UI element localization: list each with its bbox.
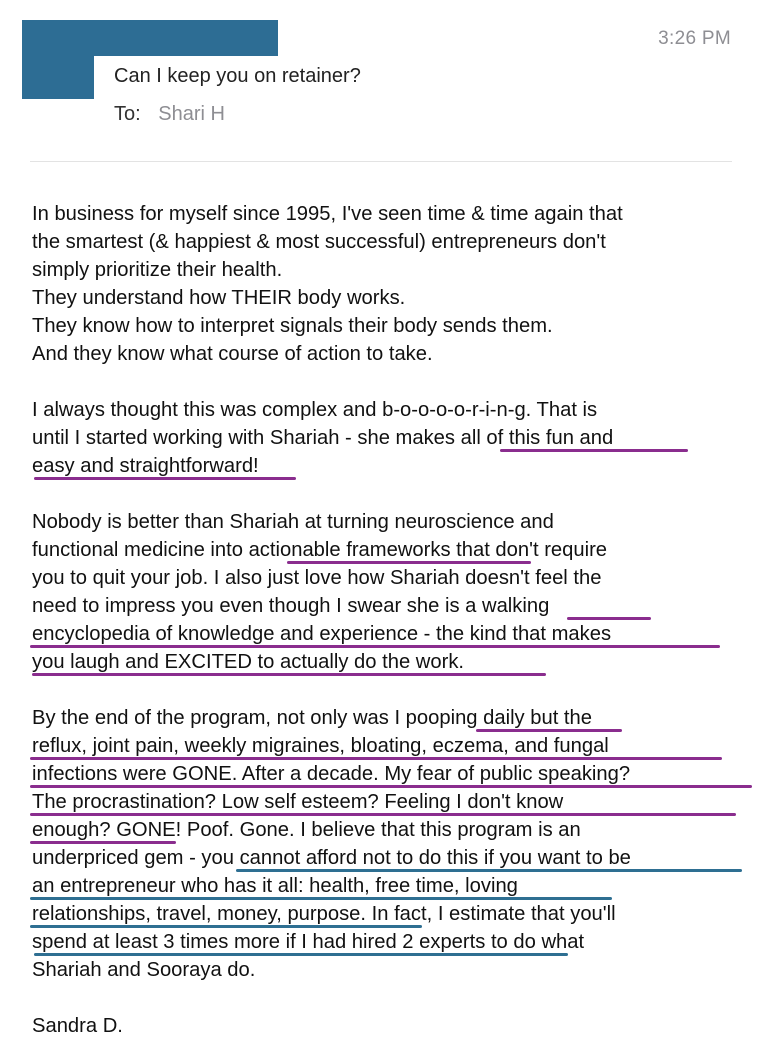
- recipient-line: [114, 103, 225, 126]
- message-time: 3:26 PM: [658, 28, 731, 49]
- body-line: you laugh and EXCITED to actually do the work.: [32, 651, 465, 673]
- body-line: They know how to interpret signals their body sends them.: [32, 315, 553, 337]
- body-line: Nobody is better than Shariah at turning neuroscience and: [32, 511, 554, 533]
- body-line: They understand how THEIR body works.: [32, 287, 406, 309]
- body-line: easy and straightforward!: [32, 455, 259, 477]
- redacted-sender-name: [22, 20, 278, 56]
- paragraph-2: [32, 396, 762, 480]
- recipient-name[interactable]: Shari H: [158, 103, 225, 125]
- body-line: encyclopedia of knowledge and experience - the kind that makes: [32, 623, 612, 645]
- body-line: And they know what course of action to take.: [32, 343, 433, 365]
- body-line: relationships, travel, money, purpose. In fact, I estimate that you'll: [32, 903, 616, 925]
- body-line: until I started working with Shariah - she makes all of this fun and: [32, 427, 614, 449]
- body-line: spend at least 3 times more if I had hired 2 experts to do what: [32, 931, 585, 953]
- body-line: reflux, joint pain, weekly migraines, bloating, eczema, and fungal: [32, 735, 609, 757]
- body-line: The procrastination? Low self esteem? Feeling I don't know: [32, 791, 564, 813]
- redacted-avatar: [22, 56, 94, 99]
- body-line: underpriced gem - you cannot afford not to do this if you want to be: [32, 847, 631, 869]
- body-line: an entrepreneur who has it all: health, free time, loving: [32, 875, 518, 897]
- body-line: simply prioritize their health.: [32, 259, 283, 281]
- body-line: enough? GONE! Poof. Gone. I believe that this program is an: [32, 819, 581, 841]
- body-line: In business for myself since 1995, I've seen time & time again that: [32, 203, 623, 225]
- email-body: [32, 200, 762, 1040]
- body-line: the smartest (& happiest & most successful) entrepreneurs don't: [32, 231, 606, 253]
- signature: Sandra D.: [32, 1015, 123, 1037]
- body-line: functional medicine into actionable frameworks that don't require: [32, 539, 608, 561]
- body-line: I always thought this was complex and b-o-o-o-o-r-i-n-g. That is: [32, 399, 598, 421]
- paragraph-3: [32, 508, 762, 676]
- body-line: you to quit your job. I also just love how Shariah doesn't feel the: [32, 567, 602, 589]
- body-line: Shariah and Sooraya do.: [32, 959, 256, 981]
- header-divider: [30, 161, 732, 162]
- email-subject: Can I keep you on retainer?: [114, 65, 361, 87]
- paragraph-4: [32, 704, 762, 984]
- paragraph-1: [32, 200, 762, 368]
- body-line: need to impress you even though I swear she is a walking: [32, 595, 550, 617]
- body-line: By the end of the program, not only was I pooping daily but the: [32, 707, 592, 729]
- body-line: infections were GONE. After a decade. My fear of public speaking?: [32, 763, 631, 785]
- to-label: To:: [114, 103, 141, 125]
